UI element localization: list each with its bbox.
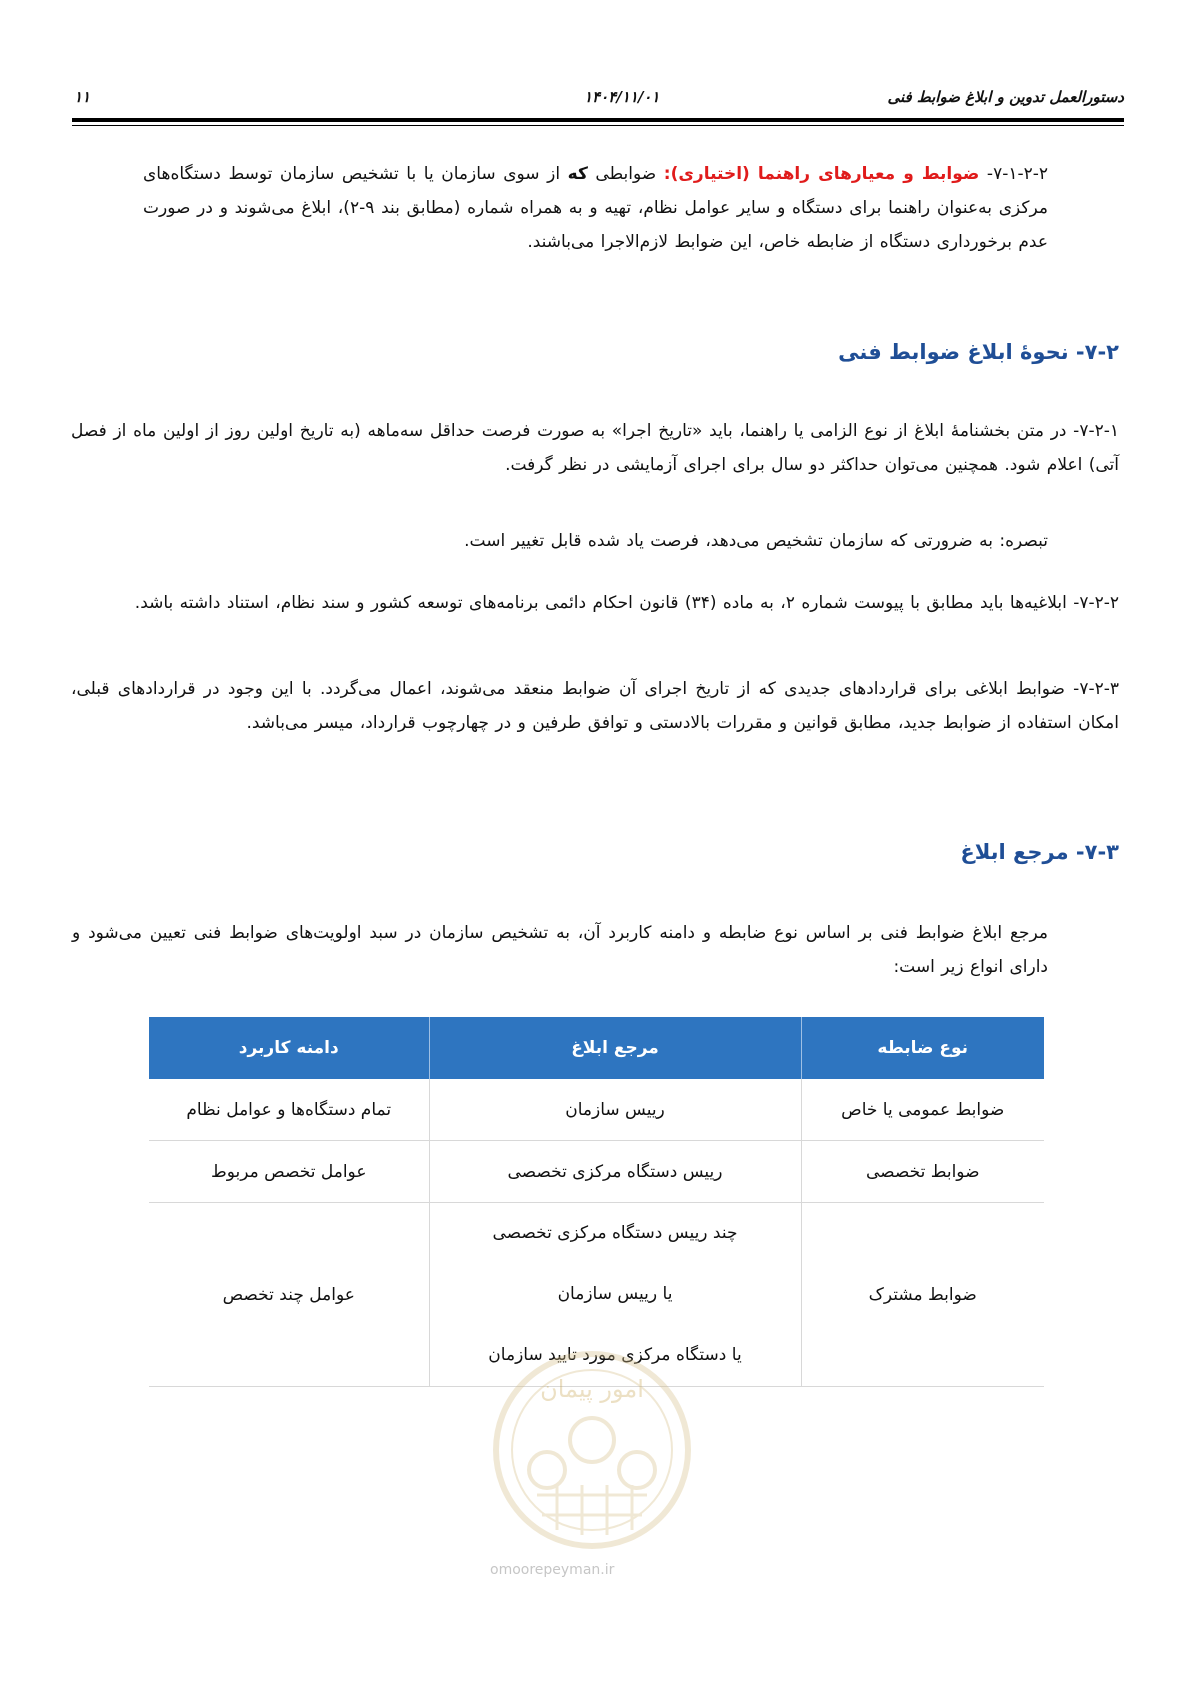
table-row	[149, 1141, 1044, 1203]
section-heading-7-3: ۷-۳- مرجع ابلاغ	[960, 840, 1119, 864]
clause-text-rest: از سوی سازمان یا با تشخیص سازمان توسط دستگاه‌های مرکزی به‌عنوان راهنما برای دستگاه و سایر عوامل نظام، تهیه و به همراه شماره (مطابق بند ۹-۲)، ابلاغ می‌شوند و در صورت عدم برخورداری دستگاه از ضابطه خاص، این ضوابط لازم‌الاجرا می‌باشند.	[143, 164, 1048, 252]
page-header	[72, 88, 1124, 110]
column-header-type: نوع ضابطه	[801, 1017, 1044, 1079]
watermark-logo	[487, 1345, 697, 1555]
page-number: ۱۱	[74, 88, 91, 106]
watermark-brand: امور پیمان	[540, 1375, 644, 1403]
cell-type: ضوابط مشترک	[801, 1203, 1044, 1387]
section-heading-7-2: ۷-۲- نحوهٔ ابلاغ ضوابط فنی	[838, 340, 1119, 364]
table-row	[149, 1079, 1044, 1141]
watermark-url: omoorepeyman.ir	[490, 1562, 615, 1578]
clause-text: ضوابطی	[587, 164, 664, 184]
paragraph-7-3: مرجع ابلاغ ضوابط فنی بر اساس نوع ضابطه و دامنه کاربرد آن، به تشخیص سازمان در سبد اولویت‌های ضوابط فنی تعیین می‌شود و دارای انواع زیر است:	[72, 923, 1048, 977]
cell-type: ضوابط عمومی یا خاص	[801, 1079, 1044, 1141]
paragraph-7-2-2: ۷-۲-۲- ابلاغیه‌ها باید مطابق با پیوست شماره ۲، به ماده (۳۴) قانون احکام دائمی برنامه‌های توسعه کشور و سند نظام، استناد داشته باشد.	[134, 593, 1119, 613]
reference-table	[149, 1017, 1044, 1387]
paragraph-7-2-1: ۷-۲-۱- در متن بخشنامهٔ ابلاغ از نوع الزامی یا راهنما، باید «تاریخ اجرا» به صورت فرصت حداقل سه‌ماهه (به تاریخ اولین روز از اولین ماه از فصل آتی) اعلام شود. همچنین می‌توان حداکثر دو سال برای اجرای آزمایشی در نظر گرفت.	[71, 421, 1119, 475]
document-title: دستورالعمل تدوین و ابلاغ ضوابط فنی	[887, 88, 1124, 106]
column-header-scope: دامنه کاربرد	[149, 1017, 429, 1079]
paragraph-7-2-3: ۷-۲-۳- ضوابط ابلاغی برای قراردادهای جدیدی که از تاریخ اجرای آن ضوابط منعقد می‌شوند، اعمال می‌گردد. با این وجود در قراردادهای قبلی، امکان استفاده از ضوابط جدید، مطابق قوانین و مقررات بالادستی و توافق طرفین و در چهارچوب قرارداد، میسر می‌باشد.	[71, 679, 1119, 733]
header-rule-thick	[72, 118, 1124, 122]
cell-scope: عوامل تخصص مربوط	[149, 1141, 429, 1203]
reference-line: یا دستگاه مرکزی مورد تایید سازمان	[488, 1345, 742, 1365]
clause-term: ضوابط و معیارهای راهنما (اختیاری):	[663, 164, 980, 184]
clause-number: ۷-۱-۲-۲-	[986, 164, 1048, 184]
column-header-reference: مرجع ابلاغ	[429, 1017, 801, 1079]
header-rule-thin	[72, 125, 1124, 126]
cell-scope: عوامل چند تخصص	[149, 1203, 429, 1387]
table-header-row	[149, 1017, 1044, 1079]
cell-reference: رییس سازمان	[429, 1079, 801, 1141]
reference-line: چند رییس دستگاه مرکزی تخصصی	[492, 1223, 738, 1243]
reference-line: یا رییس سازمان	[557, 1284, 673, 1304]
document-date: ۱۴۰۴/۱۱/۰۱	[584, 88, 660, 106]
cell-scope: تمام دستگاه‌ها و عوامل نظام	[149, 1079, 429, 1141]
note-paragraph: تبصره: به ضرورتی که سازمان تشخیص می‌دهد، فرصت یاد شده قابل تغییر است.	[464, 531, 1048, 551]
paragraph-7-2-2-1	[143, 157, 1048, 259]
clause-bold-word: که	[567, 164, 588, 184]
cell-reference: رییس دستگاه مرکزی تخصصی	[429, 1141, 801, 1203]
cell-type: ضوابط تخصصی	[801, 1141, 1044, 1203]
